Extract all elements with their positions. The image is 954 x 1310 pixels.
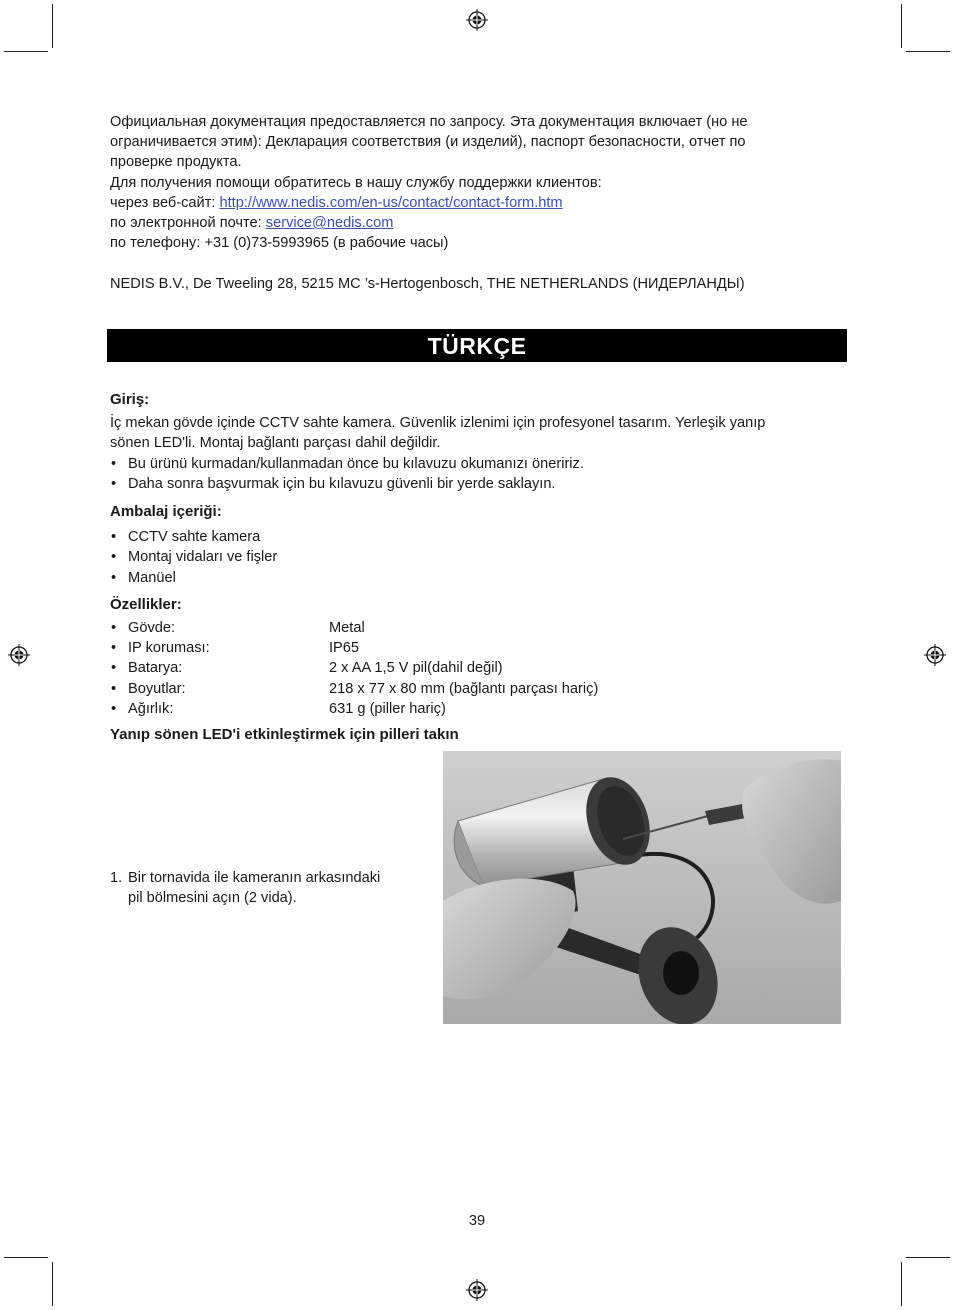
list-item: • Daha sonra başvurmak için bu kılavuzu güvenli bir yerde saklayın. [110, 474, 850, 494]
spec-value: 218 x 77 x 80 mm (bağlantı parçası hariç) [329, 680, 599, 697]
list-item: • Manüel [110, 568, 850, 588]
section-title-banner: TÜRKÇE [107, 329, 847, 362]
email-prefix: по электронной почте: [110, 215, 266, 232]
crop-mark [901, 1262, 902, 1306]
doc-text-line: Для получения помощи обратитесь в нашу службу поддержки клиентов: [110, 174, 602, 191]
spec-row [110, 618, 850, 638]
step-number: 1. [110, 870, 123, 886]
spec-row [110, 699, 850, 719]
spec-key: Boyutlar: [128, 680, 186, 697]
website-prefix: через веб-сайт: [110, 194, 220, 211]
spec-value: IP65 [329, 640, 360, 657]
specs-heading: Özellikler: [110, 595, 182, 613]
registration-mark-icon [466, 9, 488, 31]
list-item: • Montaj vidaları ve fişler [110, 547, 850, 567]
phone-line: по телефону: +31 (0)73-5993965 (в рабочие часы) [110, 235, 449, 252]
email-line [110, 213, 850, 233]
doc-text-line: ограничивается этим): Декларация соответствия (и изделий), паспорт безопасности, отчет по [110, 134, 746, 151]
list-item: • Bu ürünü kurmadan/kullanmadan önce bu kılavuzu okumanızı öneririz. [110, 454, 850, 474]
spec-key: Batarya: [128, 660, 183, 677]
spec-key: Gövde: [128, 620, 176, 637]
camera-photo [443, 751, 841, 1024]
registration-mark-icon [8, 644, 30, 666]
page-number: 39 [468, 1213, 486, 1229]
intro-text-line: sönen LED'li. Montaj bağlantı parçası dahil değildir. [110, 435, 441, 452]
spec-value: 631 g (piller hariç) [329, 700, 446, 717]
step-text: pil bölmesini açın (2 vida). [128, 890, 297, 907]
doc-text-line: Официальная документация предоставляется по запросу. Эта документация включает (но не [110, 114, 748, 130]
website-line [110, 193, 850, 213]
package-heading: Ambalaj içeriği: [110, 503, 222, 521]
intro-bullet-list [110, 454, 850, 494]
registration-mark-icon [466, 1279, 488, 1301]
package-bullet-list [110, 527, 850, 588]
intro-heading: Giriş: [110, 391, 150, 408]
website-link[interactable]: http://www.nedis.com/en-us/contact/contact-form.htm [219, 194, 563, 211]
crop-mark [4, 1257, 48, 1258]
crop-mark [52, 4, 53, 48]
spec-key: Ağırlık: [128, 700, 174, 717]
list-item: • CCTV sahte kamera [110, 527, 850, 547]
spec-row [110, 679, 850, 699]
step-1 [110, 868, 420, 908]
spec-row [110, 638, 850, 658]
specs-list [110, 618, 850, 719]
step-text: Bir tornavida ile kameranın arkasındaki [128, 870, 381, 886]
registration-mark-icon [924, 644, 946, 666]
crop-mark [901, 4, 902, 48]
battery-heading: Yanıp sönen LED'i etkinleştirmek için pilleri takın [110, 726, 459, 744]
turkish-section [110, 388, 850, 745]
spec-row [110, 658, 850, 678]
russian-contact-block [110, 112, 850, 294]
crop-mark [906, 51, 950, 52]
address-line: NEDIS B.V., De Tweeling 28, 5215 MC ’s-Hertogenbosch, THE NETHERLANDS (НИДЕРЛАНДЫ) [110, 275, 745, 292]
crop-mark [52, 1262, 53, 1306]
crop-mark [4, 51, 48, 52]
spec-value: Metal [329, 620, 365, 637]
spec-value: 2 x AA 1,5 V pil(dahil değil) [329, 660, 503, 677]
email-link[interactable]: service@nedis.com [265, 215, 394, 232]
crop-mark [906, 1257, 950, 1258]
doc-text-line: проверке продукта. [110, 154, 242, 171]
spec-key: IP koruması: [128, 640, 210, 657]
intro-text-line: İç mekan gövde içinde CCTV sahte kamera. Güvenlik izlenimi için profesyonel tasarım. Yerleşik yanıp [110, 415, 766, 432]
